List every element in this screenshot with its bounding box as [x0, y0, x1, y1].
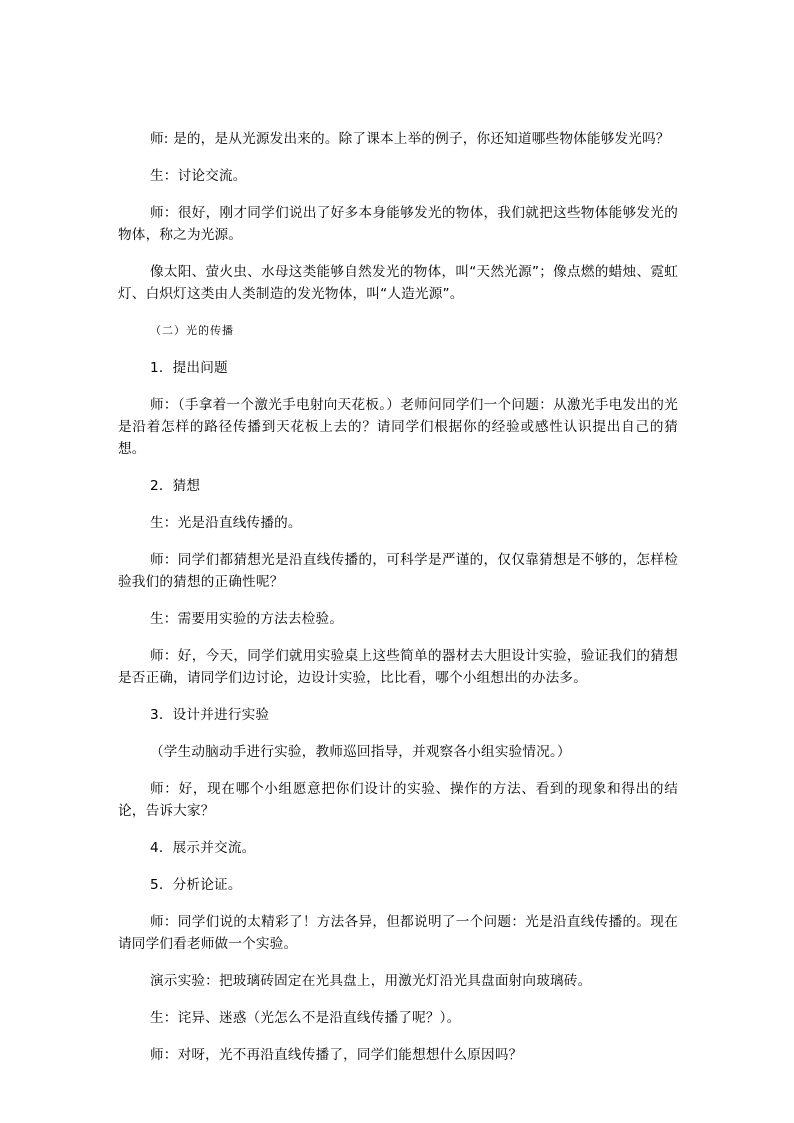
paragraph-student-surprise: 生：诧异、迷惑（光怎么不是沿直线传播了呢？）。: [150, 1010, 461, 1026]
step-heading-guess: 2．猜想: [150, 478, 201, 494]
document-body: [118, 128, 678, 1066]
paragraph-student-experiment: 生：需要用实验的方法去检验。: [150, 611, 344, 627]
paragraph-student-activity: （学生动脑动手进行实验，教师巡回指导，并观察各小组实验情况。）: [150, 744, 571, 760]
step-heading-analyze: 5．分析论证。: [150, 877, 242, 893]
step-heading-present: 4．展示并交流。: [150, 840, 256, 856]
section-heading-light-propagation: （二）光的传播: [150, 324, 234, 337]
paragraph-teacher-share: 师：好，现在哪个小组愿意把你们设计的实验、操作的方法、看到的现象和得出的结论，告诉大家？: [118, 781, 678, 819]
paragraph-laser-question: 师：（手拿着一个激光手电射向天花板。）老师问同学们一个问题：从激光手电发出的光是沿着怎样的路径传播到天花板上去的？请同学们根据你的经验或感性认识提出自己的猜想。: [118, 397, 678, 457]
paragraph-student-guess: 生：光是沿直线传播的。: [150, 515, 302, 531]
step-heading-ask-question: 1．提出问题: [150, 360, 228, 376]
paragraph-light-source-definition: 师：很好，刚才同学们说出了好多本身能够发光的物体，我们就把这些物体能够发光的物体，称之为光源。: [118, 205, 678, 243]
paragraph-student-discuss: 生：讨论交流。: [150, 168, 247, 184]
paragraph-teacher-verify: 师：同学们都猜想光是沿直线传播的，可科学是严谨的，仅仅靠猜想是不够的，怎样检验我们的猜想的正确性呢？: [118, 552, 678, 590]
paragraph-natural-artificial-sources: 像太阳、萤火虫、水母这类能够自然发光的物体，叫“天然光源”；像点燃的蜡烛、霓虹灯、白炽灯这类由人类制造的发光物体，叫“人造光源”。: [118, 264, 678, 302]
paragraph-teacher-question: 师: 是的，是从光源发出来的。除了课本上举的例子，你还知道哪些物体能够发光吗？: [150, 131, 670, 147]
paragraph-teacher-conclusion: 师：同学们说的太精彩了！方法各异，但都说明了一个问题：光是沿直线传播的。现在请同学们看老师做一个实验。: [118, 914, 678, 952]
paragraph-teacher-reason: 师：对呀，光不再沿直线传播了，同学们能想想什么原因吗？: [150, 1047, 523, 1063]
paragraph-demo-experiment: 演示实验：把玻璃砖固定在光具盘上，用激光灯沿光具盘面射向玻璃砖。: [150, 973, 592, 989]
paragraph-teacher-design: 师：好，今天，同学们就用实验桌上这些简单的器材去大胆设计实验，验证我们的猜想是否正确，请同学们边讨论，边设计实验，比比看，哪个小组想出的办法多。: [118, 648, 678, 686]
step-heading-design-experiment: 3．设计并进行实验: [150, 707, 270, 723]
